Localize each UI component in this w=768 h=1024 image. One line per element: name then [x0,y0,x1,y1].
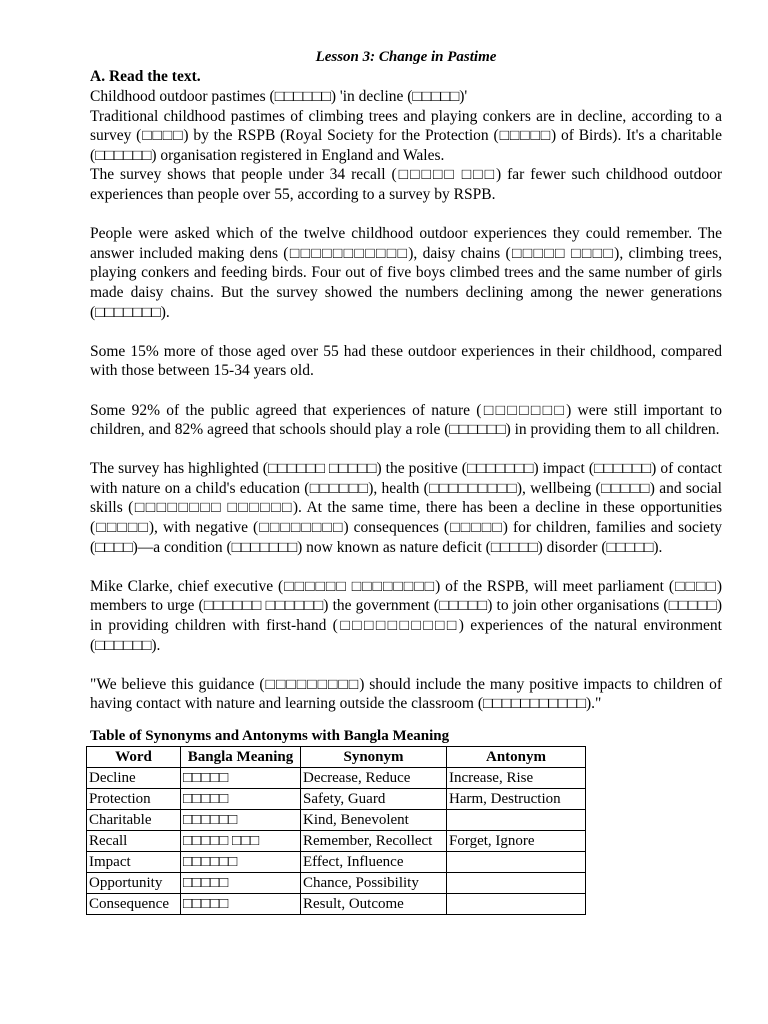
table-row [87,852,586,873]
synonym-antonym-table [86,746,586,915]
bangla-cell: □□□□□ [181,789,301,810]
bangla-cell: □□□□□□ [181,810,301,831]
table-caption: Table of Synonyms and Antonyms with Bangla Meaning [90,728,450,744]
lesson-title: Lesson 3: Change in Pastime [315,49,497,65]
column-header: Synonym [301,747,447,768]
paragraph: Some 15% more of those aged over 55 had these outdoor experiences in their childhood, compared with those between 15-34 years old. [90,342,722,380]
table-row [87,873,586,894]
bangla-cell: □□□□□ [181,768,301,789]
paragraph: Mike Clarke, chief executive (□□□□□□ □□□□□□□□) of the RSPB, will meet parliament (□□□□) members to urge (□□□□□□ □□□□□□) the government (□□□□□) to join other organisations (□□□□□) in providing children with first-hand (□□□□□□□□□□) experiences of the natural environment (□□□□□□). [90,577,722,654]
column-header: Bangla Meaning [181,747,301,768]
paragraph: People were asked which of the twelve childhood outdoor experiences they could remember. The answer included making dens (□□□□□□□□□□□), daisy chains (□□□□□ □□□□), climbing trees, playing conkers and feeding birds. Four out of five boys climbed trees and the same number of girls made daisy chains. But the survey showed the numbers declining among the newer generations (□□□□□□□). [90,225,722,321]
column-header: Antonym [447,747,586,768]
antonym-cell: Harm, Destruction [447,789,586,810]
antonym-cell [447,873,586,894]
table-row [87,894,586,915]
word-cell: Protection [87,789,181,810]
antonym-cell [447,810,586,831]
table-row [87,768,586,789]
paragraph: "We believe this guidance (□□□□□□□□□) should include the many positive impacts to children of having contact with nature and learning outside the classroom (□□□□□□□□□□□)." [90,675,722,713]
word-cell: Recall [87,831,181,852]
synonym-cell: Chance, Possibility [301,873,447,894]
document-page [90,48,722,915]
paragraph: Childhood outdoor pastimes (□□□□□□) 'in decline (□□□□□)' [90,88,468,105]
paragraph: The survey shows that people under 34 recall (□□□□□ □□□) far fewer such childhood outdoor experiences than people over 55, according to a survey by RSPB. [90,166,722,203]
table-row [87,831,586,852]
word-cell: Impact [87,852,181,873]
word-cell: Consequence [87,894,181,915]
bangla-cell: □□□□□ [181,873,301,894]
paragraph: Traditional childhood pastimes of climbing trees and playing conkers are in decline, according to a survey (□□□□) by the RSPB (Royal Society for the Protection (□□□□□) of Birds). It's a charitable (□□□□□□) organisation registered in England and Wales. [90,107,722,164]
bangla-cell: □□□□□ [181,894,301,915]
word-cell: Charitable [87,810,181,831]
paragraph-group-1 [90,87,722,205]
word-cell: Opportunity [87,873,181,894]
synonym-cell: Effect, Influence [301,852,447,873]
antonym-cell [447,894,586,915]
paragraph: The survey has highlighted (□□□□□□ □□□□□) the positive (□□□□□□□) impact (□□□□□□) of contact with nature on a child's education (□□□□□□), health (□□□□□□□□□), wellbeing (□□□□□) and social skills (□□□□□□□□ □□□□□□). At the same time, there has been a decline in these opportunities (□□□□□), with negative (□□□□□□□□) consequences (□□□□□) for children, families and society (□□□□)—a condition (□□□□□□□) now known as nature deficit (□□□□□) disorder (□□□□□). [90,460,722,556]
paragraph: Some 92% of the public agreed that experiences of nature (□□□□□□□) were still important to children, and 82% agreed that schools should play a role (□□□□□□) in providing them to all children. [90,401,722,439]
word-cell: Decline [87,768,181,789]
bangla-cell: □□□□□ □□□ [181,831,301,852]
synonym-cell: Decrease, Reduce [301,768,447,789]
bangla-cell: □□□□□□ [181,852,301,873]
section-heading: A. Read the text. [90,68,201,85]
table-row [87,810,586,831]
synonym-cell: Result, Outcome [301,894,447,915]
table-header-row [87,747,586,768]
table-row [87,789,586,810]
antonym-cell: Increase, Rise [447,768,586,789]
synonym-cell: Kind, Benevolent [301,810,447,831]
synonym-cell: Remember, Recollect [301,831,447,852]
column-header: Word [87,747,181,768]
antonym-cell [447,852,586,873]
synonym-cell: Safety, Guard [301,789,447,810]
antonym-cell: Forget, Ignore [447,831,586,852]
